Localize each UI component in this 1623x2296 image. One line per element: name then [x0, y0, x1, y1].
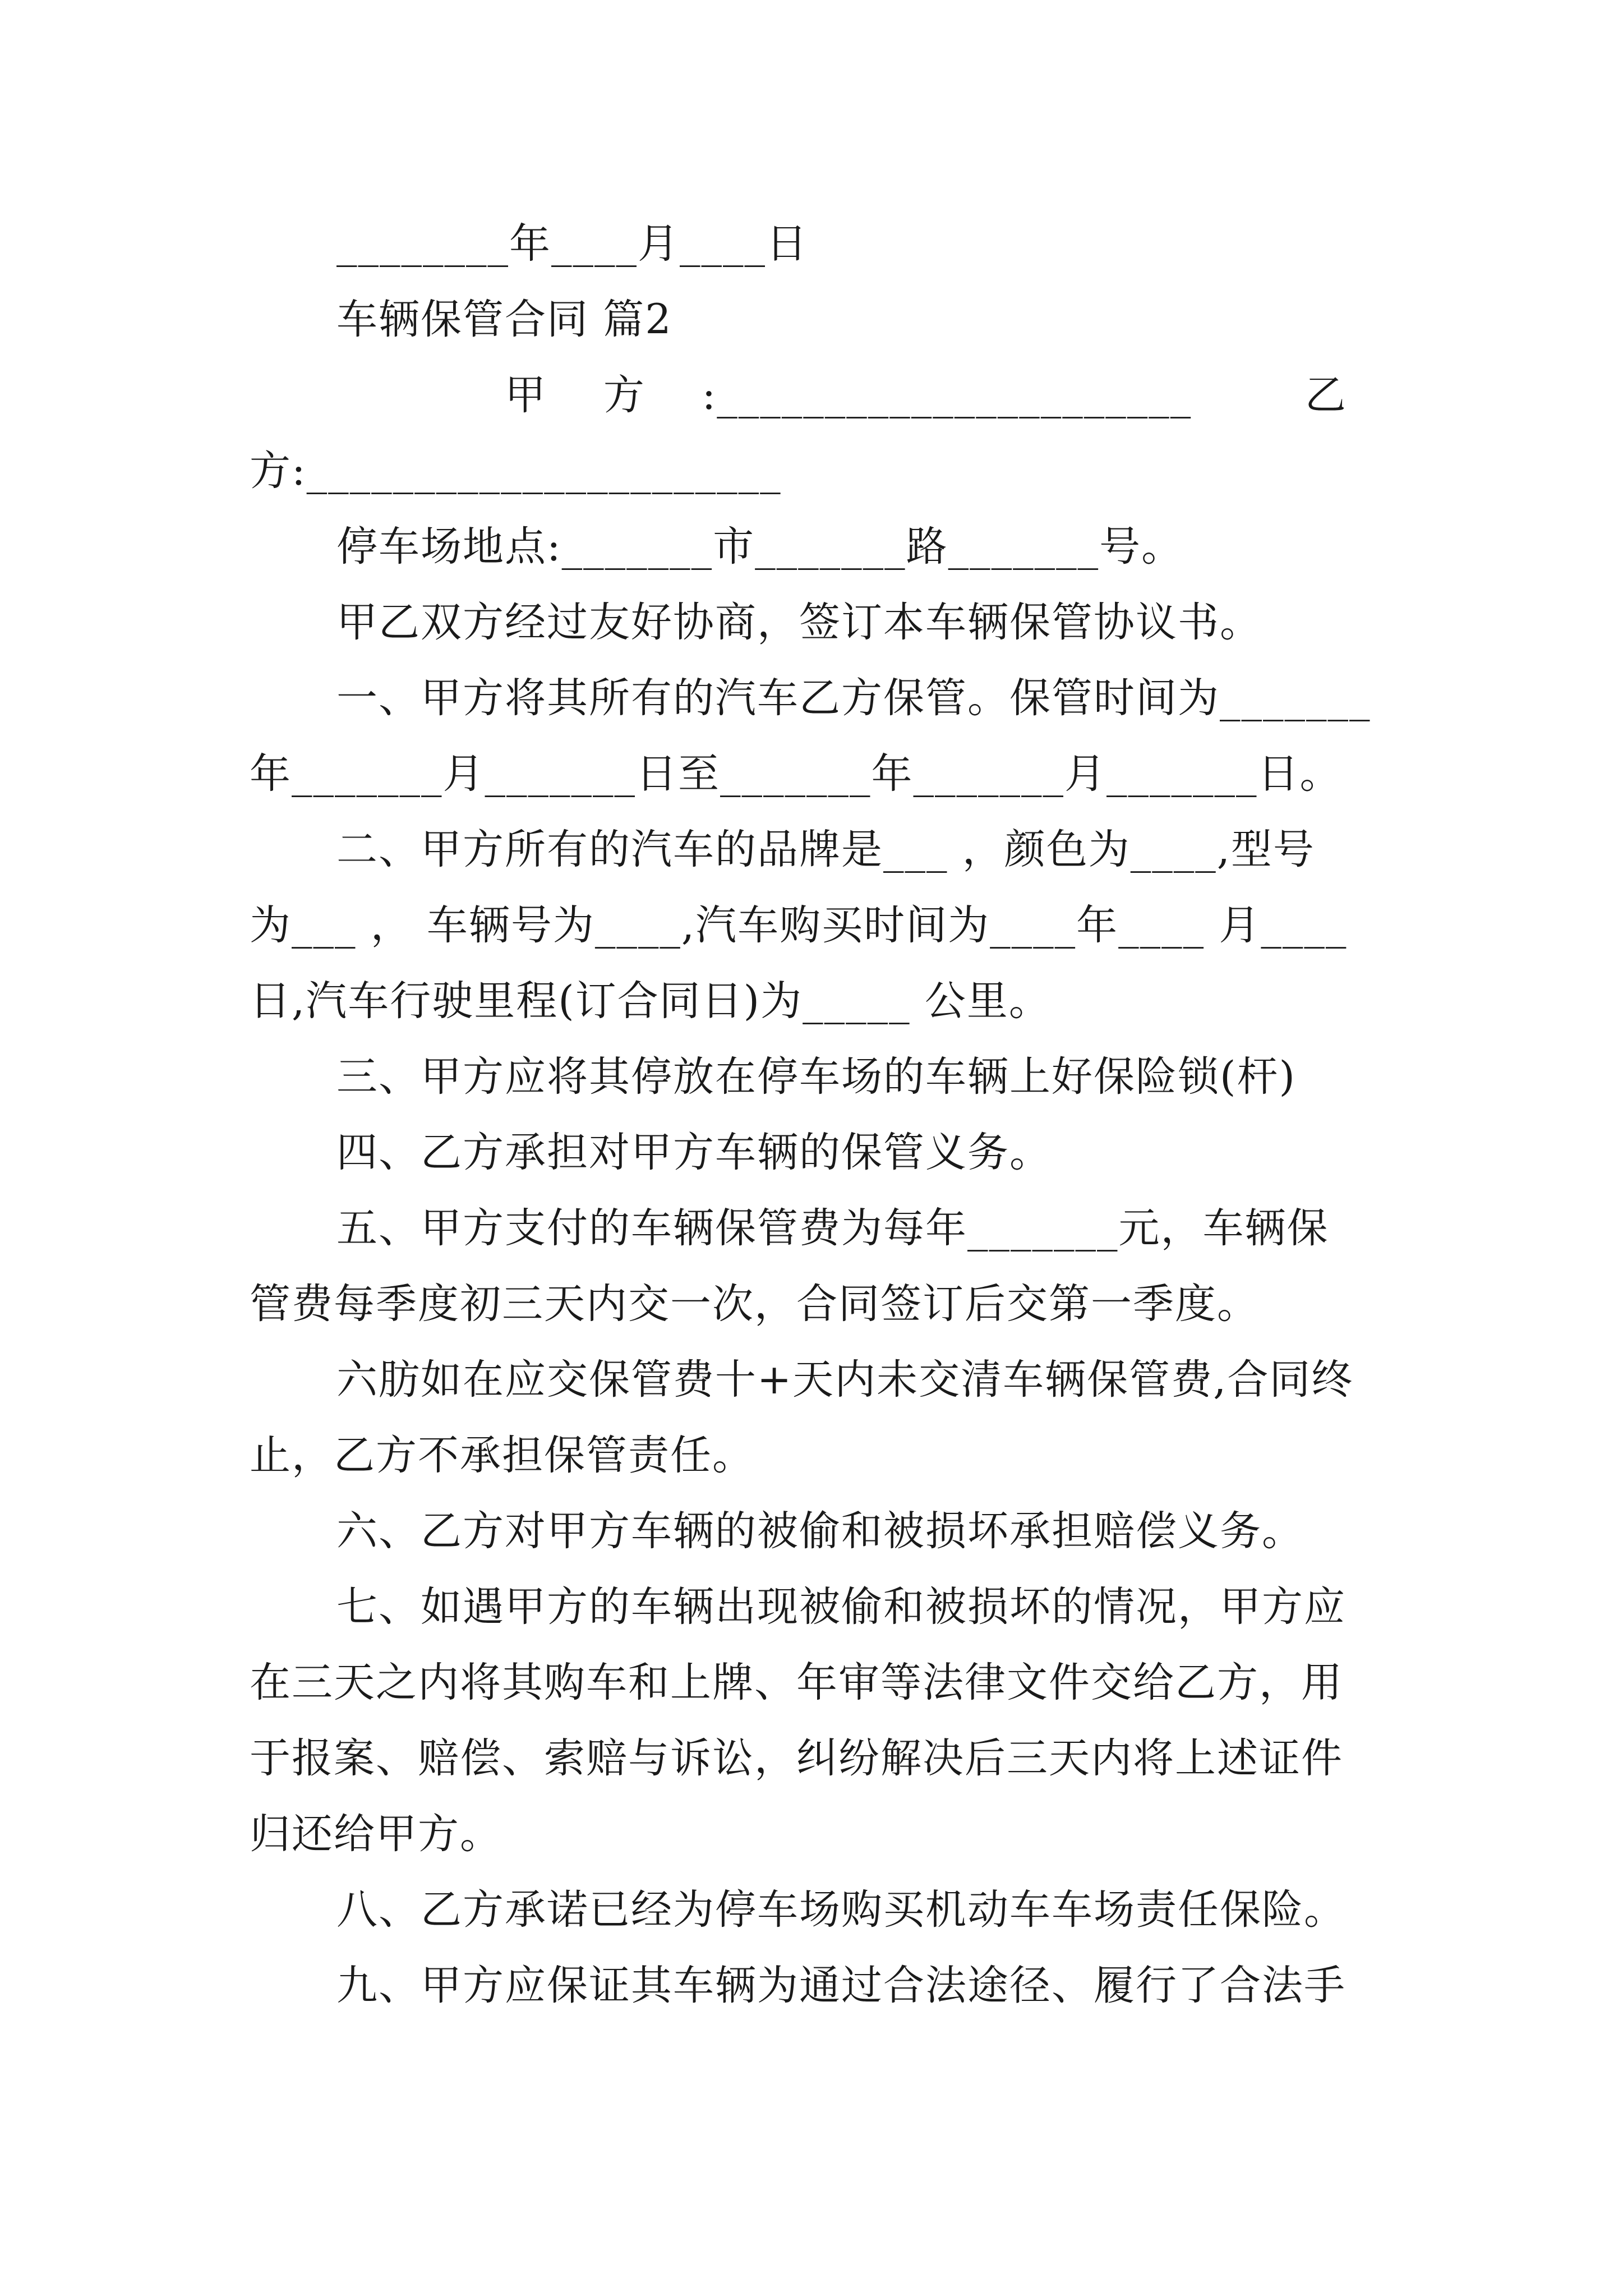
clause-6a-line-2: 止，乙方不承担保管责任。: [250, 1432, 754, 1479]
clause-7-line-4: 归还给甲方。: [250, 1810, 502, 1858]
clause-2-line-2: 为___ ， 车辆号为____,汽车购买时间为____年____ 月____: [250, 901, 1348, 949]
clause-7-line-3: 于报案、赔偿、索赔与诉讼，纠纷解决后三天内将上述证件: [250, 1734, 1343, 1782]
clause-5-line-2: 管费每季度初三天内交一次，合同签订后交第一季度。: [250, 1280, 1259, 1328]
paragraph-intro: 甲乙双方经过友好协商，签订本车辆保管协议书。: [336, 599, 1262, 646]
clause-2-line-3: 日,汽车行驶里程(订合同日)为_____ 公里。: [250, 977, 1051, 1025]
clause-7-line-2: 在三天之内将其购车和上牌、年审等法律文件交给乙方，用: [250, 1659, 1343, 1706]
date-line: ________年____月____日: [336, 220, 808, 268]
clause-1-line-2: 年_______月_______日至_______年_______月_______日。: [250, 750, 1342, 798]
clause-6a-line-1: 六肪如在应交保管费十+天内未交清车辆保管费,合同终: [336, 1356, 1354, 1404]
party-a-line: 甲 方 :______________________ 乙: [505, 371, 1347, 419]
clause-4-line: 四、乙方承担对甲方车辆的保管义务。: [336, 1129, 1052, 1176]
party-b-line: 方:______________________: [250, 447, 782, 495]
clause-8-line: 八、乙方承诺已经为停车场购买机动车车场责任保险。: [336, 1886, 1346, 1934]
clause-2-line-1: 二、甲方所有的汽车的品牌是___ ，颜色为____,型号: [336, 826, 1315, 873]
clause-7-line-1: 七、如遇甲方的车辆出现被偷和被损坏的情况，甲方应: [336, 1583, 1346, 1631]
clause-9-line-1: 九、甲方应保证其车辆为通过合法途径、履行了合法手: [336, 1962, 1346, 2009]
clause-1-line-1: 一、甲方将其所有的汽车乙方保管。保管时间为_______: [336, 674, 1371, 722]
clause-5-line-1: 五、甲方支付的车辆保管费为每年_______元，车辆保: [336, 1204, 1329, 1252]
clause-3-line: 三、甲方应将其停放在停车场的车辆上好保险锁(杆): [336, 1053, 1296, 1101]
clause-6b-line: 六、乙方对甲方车辆的被偷和被损坏承担赔偿义务。: [336, 1507, 1304, 1555]
parking-location-line: 停车场地点:_______市_______路_______号。: [336, 523, 1184, 570]
contract-title: 车辆保管合同 篇2: [336, 296, 672, 343]
